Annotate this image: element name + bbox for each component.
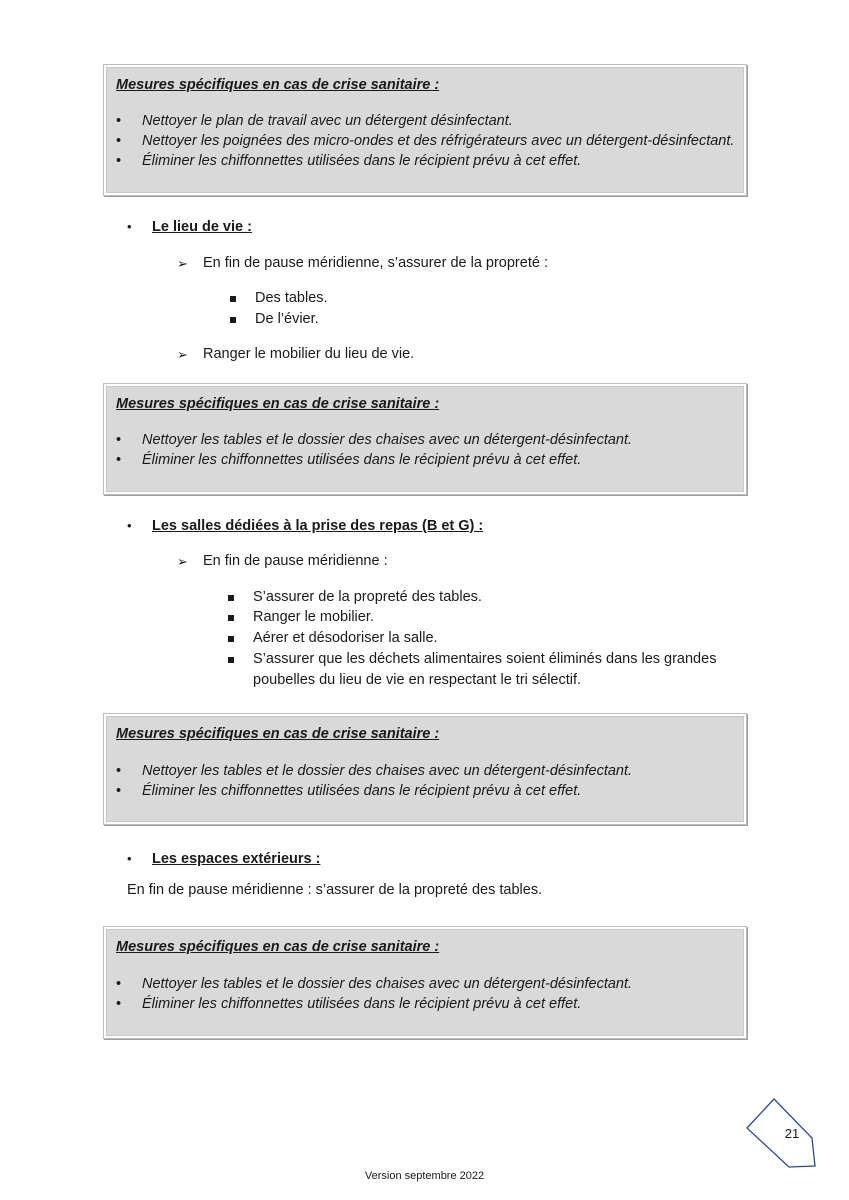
bullet-icon: • [127,851,132,866]
page-number: 21 [784,1126,800,1141]
crisis-measures-box-4 [103,926,747,1039]
box-item: • Nettoyer le plan de travail avec un détergent désinfectant. [116,113,513,129]
box-item: • Éliminer les chiffonnettes utilisées dans le récipient prévu à cet effet. [116,996,582,1012]
sub-item: Ranger le mobilier. [253,609,374,625]
paragraph-text: En fin de pause méridienne : s’assurer de la propreté des tables. [127,882,543,898]
sub-item: Des tables. [255,290,328,306]
bullet-icon: • [116,113,122,129]
box-item: • Nettoyer les tables et le dossier des chaises avec un détergent-désinfectant. [116,432,633,448]
square-bullet-icon [228,657,234,663]
sub-item: S’assurer de la propreté des tables. [253,589,482,605]
square-bullet-icon [228,595,234,601]
box-item: • Nettoyer les tables et le dossier des chaises avec un détergent-désinfectant. [116,976,633,992]
section-title-lieu-de-vie: Le lieu de vie : [152,219,252,235]
bullet-icon: • [116,432,122,448]
bullet-icon: • [116,452,122,468]
bullet-icon: • [127,219,132,234]
sub-item: S’assurer que les déchets alimentaires soient éliminés dans les grandes [253,651,717,667]
footer-version: Version septembre 2022 [364,1170,485,1182]
box-title: Mesures spécifiques en cas de crise sanitaire : [116,726,440,742]
sub-item: De l’évier. [255,311,319,327]
box-title: Mesures spécifiques en cas de crise sanitaire : [116,939,440,955]
bullet-icon: • [116,996,122,1012]
box-item: • Éliminer les chiffonnettes utilisées dans le récipient prévu à cet effet. [116,452,582,468]
section-title-salles: Les salles dédiées à la prise des repas (B et G) : [152,518,484,534]
bullet-icon: • [116,783,122,799]
step-text: Ranger le mobilier du lieu de vie. [203,346,415,362]
box-item: • Nettoyer les tables et le dossier des chaises avec un détergent-désinfectant. [116,763,633,779]
box-title: Mesures spécifiques en cas de crise sanitaire : [116,396,440,412]
sub-item: Aérer et désodoriser la salle. [253,630,438,646]
step-text: En fin de pause méridienne : [203,553,388,569]
step-text: En fin de pause méridienne, s’assurer de la propreté : [203,255,548,271]
sub-item-continuation: poubelles du lieu de vie en respectant le tri sélectif. [253,672,582,688]
crisis-measures-box-1 [103,64,747,196]
box-item: • Éliminer les chiffonnettes utilisées dans le récipient prévu à cet effet. [116,153,582,169]
bullet-icon: • [116,133,122,149]
crisis-measures-box-2 [103,383,747,495]
arrow-bullet-icon: ➢ [177,347,188,362]
bullet-icon: • [116,153,122,169]
square-bullet-icon [230,296,236,302]
bullet-icon: • [127,518,132,533]
square-bullet-icon [230,317,236,323]
arrow-bullet-icon: ➢ [177,554,188,569]
box-title: Mesures spécifiques en cas de crise sanitaire : [116,77,440,93]
box-item: • Nettoyer les poignées des micro-ondes et des réfrigérateurs avec un détergent-désinfectant. [116,133,735,149]
square-bullet-icon [228,615,234,621]
crisis-measures-box-3 [103,713,747,825]
square-bullet-icon [228,636,234,642]
box-item: • Éliminer les chiffonnettes utilisées dans le récipient prévu à cet effet. [116,783,582,799]
bullet-icon: • [116,976,122,992]
section-title-exterieurs: Les espaces extérieurs : [152,851,321,867]
bullet-icon: • [116,763,122,779]
arrow-bullet-icon: ➢ [177,256,188,271]
